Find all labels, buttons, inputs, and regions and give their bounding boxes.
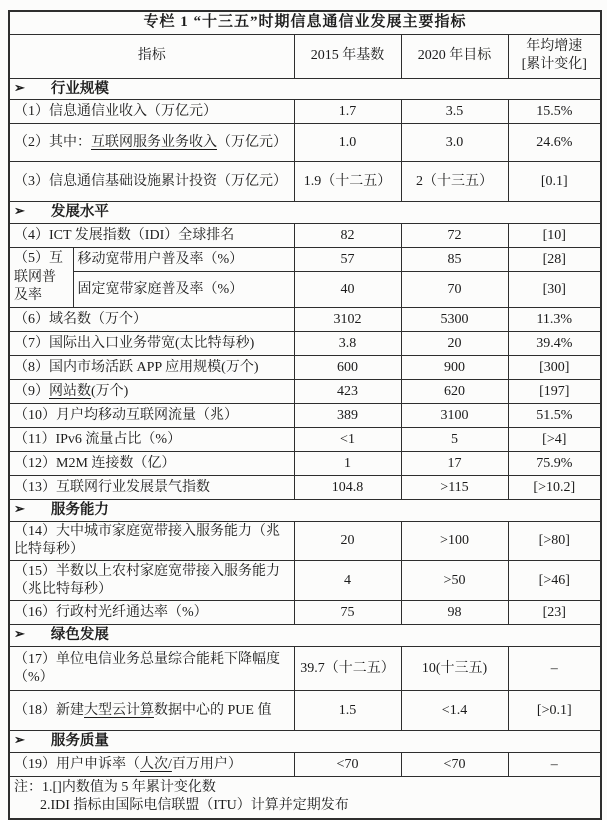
row-12-target: 17 — [401, 452, 508, 476]
section-arrow-icon: ➢ — [14, 501, 25, 517]
section-industry-scale — [9, 78, 601, 100]
row-19-target: <70 — [401, 753, 508, 777]
row-5a-indicator — [73, 248, 294, 272]
row-17-indicator — [9, 647, 294, 691]
row-14-indicator — [9, 522, 294, 561]
table-row — [9, 753, 601, 777]
row-label-underlined: 网站数 — [49, 383, 91, 399]
row-14-base: 20 — [294, 522, 401, 561]
row-label: （18）新建 — [14, 702, 84, 718]
row-label: （5）互联网普及率 — [14, 251, 63, 303]
row-10-indicator — [9, 404, 294, 428]
note-line-2: 2.IDI 指标由国际电信联盟（ITU）计算并定期发布 — [40, 798, 349, 814]
row-8-growth: [300] — [508, 356, 601, 380]
row-label: （8）国内市场活跃 APP 应用规模(万个) — [14, 359, 259, 375]
row-3-indicator — [9, 162, 294, 202]
row-18-indicator — [9, 691, 294, 731]
row-label-underlined: 大型云计算 — [84, 702, 154, 718]
col-header-growth-line1: 年均增速 — [526, 38, 583, 54]
row-label: （11）IPv6 流量占比（%） — [14, 431, 182, 447]
row-1-base: 1.7 — [294, 100, 401, 124]
row-label-underlined: 人次/ — [140, 756, 172, 772]
row-5b-base: 40 — [294, 272, 401, 308]
row-9-base: 423 — [294, 380, 401, 404]
table-row — [9, 476, 601, 500]
row-label: （14）大中城市家庭宽带接入服务能力（兆比特每秒） — [14, 524, 280, 558]
row-5b-indicator — [73, 272, 294, 308]
row-1-target: 3.5 — [401, 100, 508, 124]
table-row — [9, 272, 601, 308]
table-row — [9, 224, 601, 248]
col-header-2015-base: 2015 年基数 — [294, 34, 401, 78]
row-1-indicator — [9, 100, 294, 124]
row-13-indicator — [9, 476, 294, 500]
row-label: （万亿元） — [217, 134, 287, 150]
row-15-base: 4 — [294, 561, 401, 601]
section-service-capability — [9, 500, 601, 522]
row-14-growth: [>80] — [508, 522, 601, 561]
row-label: （17）单位电信业务总量综合能耗下降幅度（%） — [14, 651, 280, 685]
row-7-growth: 39.4% — [508, 332, 601, 356]
row-11-base: <1 — [294, 428, 401, 452]
row-7-indicator — [9, 332, 294, 356]
table-row — [9, 428, 601, 452]
table-row — [9, 380, 601, 404]
row-5-group-label — [9, 248, 73, 308]
row-label: （13）互联网行业发展景气指数 — [14, 479, 210, 495]
row-label: （3）信息通信基础设施累计投资（万亿元） — [14, 173, 287, 189]
row-2-indicator — [9, 124, 294, 162]
row-13-growth: [>10.2] — [508, 476, 601, 500]
row-15-indicator — [9, 561, 294, 601]
row-label: （16）行政村光纤通达率（%） — [14, 604, 208, 620]
row-9-growth: [197] — [508, 380, 601, 404]
row-15-growth: [>46] — [508, 561, 601, 601]
row-6-indicator — [9, 308, 294, 332]
row-19-base: <70 — [294, 753, 401, 777]
row-label: （19）用户申诉率（ — [14, 756, 140, 772]
table-row — [9, 162, 601, 202]
row-label: （7）国际出入口业务带宽(太比特每秒) — [14, 335, 255, 351]
row-17-base: 39.7（十二五） — [294, 647, 401, 691]
note-line-1: 注：1.[]内数值为 5 年累计变化数 — [14, 780, 216, 796]
row-5a-base: 57 — [294, 248, 401, 272]
row-5b-target: 70 — [401, 272, 508, 308]
row-5b-growth: [30] — [508, 272, 601, 308]
row-12-indicator — [9, 452, 294, 476]
row-13-target: >115 — [401, 476, 508, 500]
row-label-underlined: 互联网服务业务收入 — [91, 134, 217, 150]
row-label: 数据中心的 PUE 值 — [154, 702, 272, 718]
row-label: 百万用户） — [171, 756, 242, 772]
row-18-base: 1.5 — [294, 691, 401, 731]
row-4-indicator — [9, 224, 294, 248]
table-row — [9, 522, 601, 561]
table-row — [9, 332, 601, 356]
row-12-growth: 75.9% — [508, 452, 601, 476]
row-label: （15）半数以上农村家庭宽带接入服务能力（兆比特每秒） — [14, 563, 280, 597]
row-16-indicator — [9, 601, 294, 625]
row-label: （10）月户均移动互联网流量（兆） — [14, 407, 238, 423]
table-row — [9, 248, 601, 272]
row-3-base: 1.9（十二五） — [294, 162, 401, 202]
row-18-growth: [>0.1] — [508, 691, 601, 731]
row-10-growth: 51.5% — [508, 404, 601, 428]
row-15-target: >50 — [401, 561, 508, 601]
table-row — [9, 404, 601, 428]
row-10-target: 3100 — [401, 404, 508, 428]
col-header-growth-line2: [累计变化] — [521, 57, 587, 72]
row-14-target: >100 — [401, 522, 508, 561]
table-row — [9, 356, 601, 380]
row-3-target: 2（十三五） — [401, 162, 508, 202]
row-8-base: 600 — [294, 356, 401, 380]
section-label: 绿色发展 — [50, 627, 109, 644]
row-7-target: 20 — [401, 332, 508, 356]
row-16-base: 75 — [294, 601, 401, 625]
section-arrow-icon: ➢ — [14, 203, 25, 219]
row-2-target: 3.0 — [401, 124, 508, 162]
row-3-growth: [0.1] — [508, 162, 601, 202]
table-row — [9, 601, 601, 625]
row-10-base: 389 — [294, 404, 401, 428]
row-label: (万个) — [91, 383, 129, 399]
col-header-growth — [508, 34, 601, 78]
row-9-target: 620 — [401, 380, 508, 404]
row-4-target: 72 — [401, 224, 508, 248]
table-row — [9, 100, 601, 124]
row-17-target: 10(十三五) — [401, 647, 508, 691]
row-label: 固定宽带家庭普及率（%） — [77, 281, 244, 297]
row-4-growth: [10] — [508, 224, 601, 248]
row-11-growth: [>4] — [508, 428, 601, 452]
row-2-base: 1.0 — [294, 124, 401, 162]
section-label: 行业规模 — [50, 80, 109, 97]
row-7-base: 3.8 — [294, 332, 401, 356]
table-row — [9, 647, 601, 691]
row-11-indicator — [9, 428, 294, 452]
section-service-quality — [9, 731, 601, 753]
section-arrow-icon: ➢ — [14, 626, 25, 642]
row-6-base: 3102 — [294, 308, 401, 332]
row-5a-target: 85 — [401, 248, 508, 272]
row-16-growth: [23] — [508, 601, 601, 625]
section-label: 服务能力 — [50, 502, 109, 519]
row-13-base: 104.8 — [294, 476, 401, 500]
section-green-development — [9, 625, 601, 647]
row-label: （9） — [14, 383, 49, 399]
table-row — [9, 452, 601, 476]
section-label: 服务质量 — [50, 733, 109, 750]
row-4-base: 82 — [294, 224, 401, 248]
row-8-target: 900 — [401, 356, 508, 380]
row-1-growth: 15.5% — [508, 100, 601, 124]
table-row — [9, 124, 601, 162]
table-row — [9, 691, 601, 731]
row-17-growth: – — [508, 647, 601, 691]
section-arrow-icon: ➢ — [14, 732, 25, 748]
row-11-target: 5 — [401, 428, 508, 452]
row-6-growth: 11.3% — [508, 308, 601, 332]
row-8-indicator — [9, 356, 294, 380]
row-label: （2）其中： — [14, 134, 91, 150]
row-9-indicator — [9, 380, 294, 404]
row-19-growth: – — [508, 753, 601, 777]
row-2-growth: 24.6% — [508, 124, 601, 162]
table-title: 专栏 1 “十三五”时期信息通信业发展主要指标 — [9, 11, 601, 34]
section-development-level — [9, 202, 601, 224]
section-arrow-icon: ➢ — [14, 79, 25, 95]
row-label: （4）ICT 发展指数（IDI）全球排名 — [14, 227, 235, 243]
table-notes — [9, 777, 601, 819]
row-label: （6）域名数（万个） — [14, 311, 147, 327]
table-row — [9, 561, 601, 601]
col-header-indicator: 指标 — [9, 34, 294, 78]
row-16-target: 98 — [401, 601, 508, 625]
row-label: （1）信息通信业收入（万亿元） — [14, 103, 217, 119]
row-label: 移动宽带用户普及率（%） — [77, 251, 244, 267]
row-18-target: <1.4 — [401, 691, 508, 731]
row-5a-growth: [28] — [508, 248, 601, 272]
row-6-target: 5300 — [401, 308, 508, 332]
indicators-table — [8, 10, 602, 820]
table-row — [9, 308, 601, 332]
row-12-base: 1 — [294, 452, 401, 476]
row-label: （12）M2M 连接数（亿） — [14, 455, 176, 471]
section-label: 发展水平 — [50, 204, 109, 221]
col-header-2020-target: 2020 年目标 — [401, 34, 508, 78]
row-19-indicator — [9, 753, 294, 777]
